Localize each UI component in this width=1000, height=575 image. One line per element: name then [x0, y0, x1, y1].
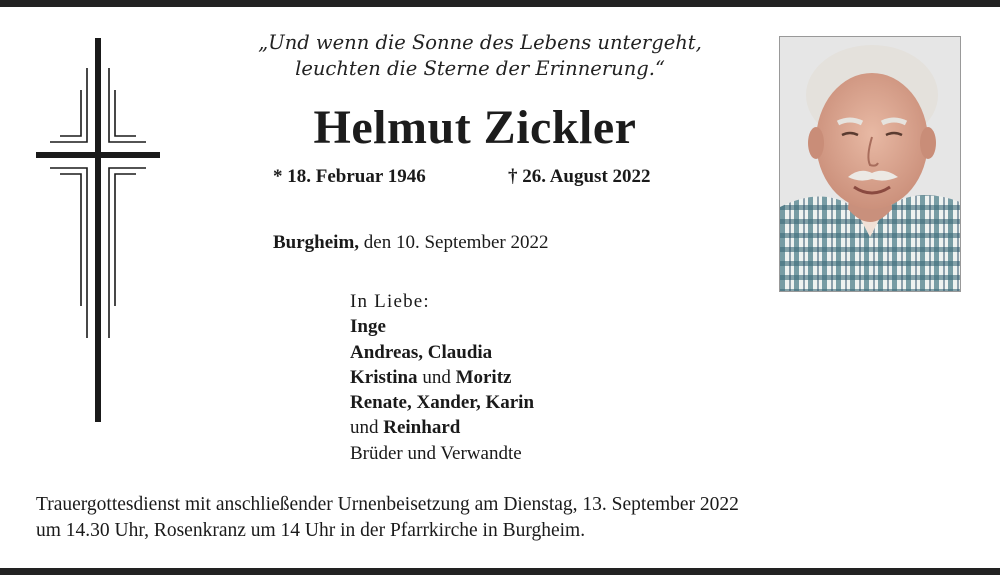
conjunction: und — [417, 366, 456, 388]
mourner-line: Inge — [350, 316, 386, 338]
deceased-name: Helmut Zickler — [313, 101, 637, 154]
portrait-photo — [779, 36, 961, 292]
quote-line: „Und wenn die Sonne des Lebens untergeht, — [258, 31, 702, 54]
service-line: um 14.30 Uhr, Rosenkranz um 14 Uhr in der Pfarrkirche in Burgheim. — [36, 520, 586, 541]
mourner-name: Kristina — [350, 366, 418, 388]
conjunction: und — [350, 417, 384, 439]
cross-icon — [36, 38, 160, 422]
mourner-line — [350, 365, 534, 390]
death-date: † 26. August 2022 — [508, 166, 651, 187]
town-name: Burgheim, — [273, 232, 360, 253]
place-and-date — [273, 232, 548, 254]
service-details — [36, 492, 966, 544]
notice-date: den 10. September 2022 — [363, 232, 549, 253]
service-line: Trauergottesdienst mit anschließender Urnenbeisetzung am Dienstag, 13. September 2022 — [36, 494, 739, 515]
mourner-line: Andreas, Claudia — [350, 341, 493, 363]
mourner-name: Moritz — [455, 366, 512, 388]
mourners-list — [350, 289, 534, 466]
mourner-line: Brüder und Verwandte — [350, 442, 522, 464]
mourner-line: Renate, Xander, Karin — [350, 392, 535, 414]
birth-date: * 18. Februar 1946 — [273, 166, 426, 187]
quote-line: leuchten die Sterne der Erinnerung.“ — [295, 57, 665, 80]
epitaph-quote — [220, 30, 740, 82]
mourner-line — [350, 415, 534, 440]
mourners-intro: In Liebe: — [350, 291, 430, 312]
mourner-name: Reinhard — [383, 417, 461, 439]
